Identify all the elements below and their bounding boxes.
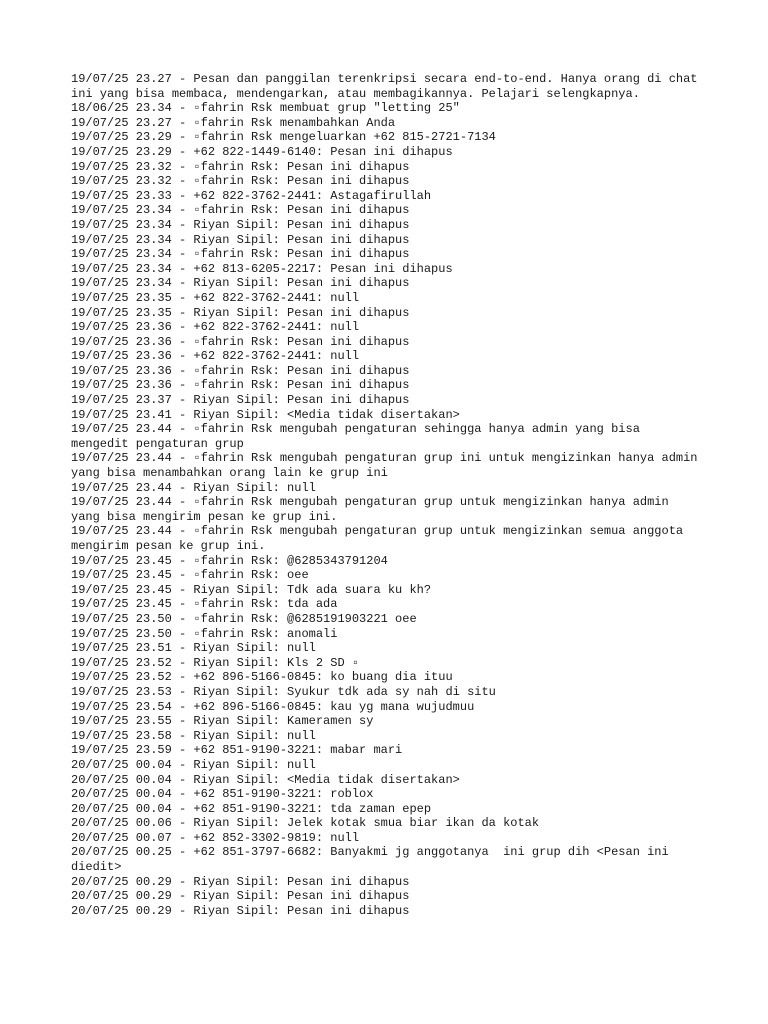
chat-log-line: 19/07/25 23.27 - Pesan dan panggilan terenkripsi secara end-to-end. Hanya orang di chat ini yang bisa membaca, mendengarkan, atau membagikannya. Pelajari selengkapnya. [71,72,705,101]
chat-log-line: 19/07/25 23.50 - ▫fahrin Rsk: anomali [71,626,338,641]
chat-log-line: 19/07/25 23.36 - ▫fahrin Rsk: Pesan ini dihapus [71,334,410,349]
chat-log-line: 19/07/25 23.37 - Riyan Sipil: Pesan ini dihapus [71,393,410,408]
chat-log-line: 20/07/25 00.29 - Riyan Sipil: Pesan ini dihapus [71,903,410,918]
chat-log-line: 19/07/25 23.58 - Riyan Sipil: null [71,728,316,743]
chat-log-line: 19/07/25 23.44 - Riyan Sipil: null [71,480,316,495]
chat-log-line: 19/07/25 23.34 - Riyan Sipil: Pesan ini dihapus [71,232,410,247]
chat-log-line: 19/07/25 23.45 - Riyan Sipil: Tdk ada suara ku kh? [71,582,432,597]
chat-log-line: 19/07/25 23.29 - ▫fahrin Rsk mengeluarkan +62 815-2721-7134 [71,130,496,145]
chat-log-line: 19/07/25 23.45 - ▫fahrin Rsk: oee [71,568,309,583]
chat-log-line: 19/07/25 23.45 - ▫fahrin Rsk: tda ada [71,597,338,612]
chat-log-line: 19/07/25 23.44 - ▫fahrin Rsk mengubah pengaturan grup untuk mengizinkan semua anggota mengirim pesan ke grup ini. [71,524,691,553]
chat-log-line: 19/07/25 23.35 - Riyan Sipil: Pesan ini dihapus [71,305,410,320]
chat-log-line: 19/07/25 23.34 - ▫fahrin Rsk: Pesan ini dihapus [71,247,410,262]
chat-log-line: 20/07/25 00.04 - +62 851-9190-3221: roblox [71,787,374,802]
chat-log-line: 19/07/25 23.53 - Riyan Sipil: Syukur tdk ada sy nah di situ [71,684,496,699]
chat-log-line: 19/07/25 23.34 - Riyan Sipil: Pesan ini dihapus [71,217,410,232]
chat-log-line: 19/07/25 23.55 - Riyan Sipil: Kameramen sy [71,714,374,729]
chat-log-line: 20/07/25 00.06 - Riyan Sipil: Jelek kotak smua biar ikan da kotak [71,816,540,831]
chat-log-line: 19/07/25 23.59 - +62 851-9190-3221: mabar mari [71,743,403,758]
chat-log-line: 19/07/25 23.34 - Riyan Sipil: Pesan ini dihapus [71,276,410,291]
chat-log-line: 19/07/25 23.34 - +62 813-6205-2217: Pesan ini dihapus [71,261,453,276]
chat-log-line: 19/07/25 23.52 - +62 896-5166-0845: ko buang dia ituu [71,670,453,685]
chat-log-line: 18/06/25 23.34 - ▫fahrin Rsk membuat grup "letting 25" [71,101,460,116]
chat-log-line: 19/07/25 23.45 - ▫fahrin Rsk: @6285343791204 [71,553,388,568]
chat-log-line: 20/07/25 00.04 - Riyan Sipil: <Media tidak disertakan> [71,772,460,787]
chat-log-line: 20/07/25 00.04 - +62 851-9190-3221: tda zaman epep [71,801,432,816]
chat-log-line: 19/07/25 23.54 - +62 896-5166-0845: kau yg mana wujudmuu [71,699,475,714]
chat-log-line: 20/07/25 00.29 - Riyan Sipil: Pesan ini dihapus [71,874,410,889]
chat-log-line: 19/07/25 23.36 - +62 822-3762-2441: null [71,320,360,335]
chat-log-line: 19/07/25 23.32 - ▫fahrin Rsk: Pesan ini dihapus [71,174,410,189]
chat-log-line: 19/07/25 23.32 - ▫fahrin Rsk: Pesan ini dihapus [71,159,410,174]
chat-log-line: 19/07/25 23.44 - ▫fahrin Rsk mengubah pengaturan grup untuk mengizinkan hanya admin yang bisa mengirim pesan ke grup ini. [71,495,676,524]
chat-log-line: 19/07/25 23.52 - Riyan Sipil: Kls 2 SD ▫ [71,655,360,670]
chat-log-line: 20/07/25 00.04 - Riyan Sipil: null [71,757,316,772]
chat-log-line: 19/07/25 23.44 - ▫fahrin Rsk mengubah pengaturan sehingga hanya admin yang bisa mengedit pengaturan grup [71,422,648,451]
chat-log-line: 19/07/25 23.41 - Riyan Sipil: <Media tidak disertakan> [71,407,460,422]
chat-log-line: 19/07/25 23.27 - ▫fahrin Rsk menambahkan Anda [71,115,396,130]
chat-log-line: 20/07/25 00.29 - Riyan Sipil: Pesan ini dihapus [71,889,410,904]
chat-log-line: 19/07/25 23.51 - Riyan Sipil: null [71,641,316,656]
chat-log-line: 19/07/25 23.29 - +62 822-1449-6140: Pesan ini dihapus [71,144,453,159]
chat-log-line: 19/07/25 23.36 - ▫fahrin Rsk: Pesan ini dihapus [71,378,410,393]
chat-log-line: 19/07/25 23.34 - ▫fahrin Rsk: Pesan ini dihapus [71,203,410,218]
chat-log-line: 19/07/25 23.50 - ▫fahrin Rsk: @6285191903221 oee [71,611,417,626]
chat-export-page [71,72,705,918]
chat-log-line: 20/07/25 00.25 - +62 851-3797-6682: Banyakmi jg anggotanya ini grup dih <Pesan ini diedit> [71,845,676,875]
chat-log-line: 19/07/25 23.36 - +62 822-3762-2441: null [71,349,360,364]
chat-log-line: 19/07/25 23.36 - ▫fahrin Rsk: Pesan ini dihapus [71,363,410,378]
chat-log-line: 19/07/25 23.35 - +62 822-3762-2441: null [71,290,360,305]
chat-log-line: 19/07/25 23.44 - ▫fahrin Rsk mengubah pengaturan grup ini untuk mengizinkan hanya admin yang bisa menambahkan orang lain ke grup ini [71,451,705,481]
chat-log-line: 19/07/25 23.33 - +62 822-3762-2441: Astagafirullah [71,188,432,203]
chat-log-line: 20/07/25 00.07 - +62 852-3302-9819: null [71,830,360,845]
